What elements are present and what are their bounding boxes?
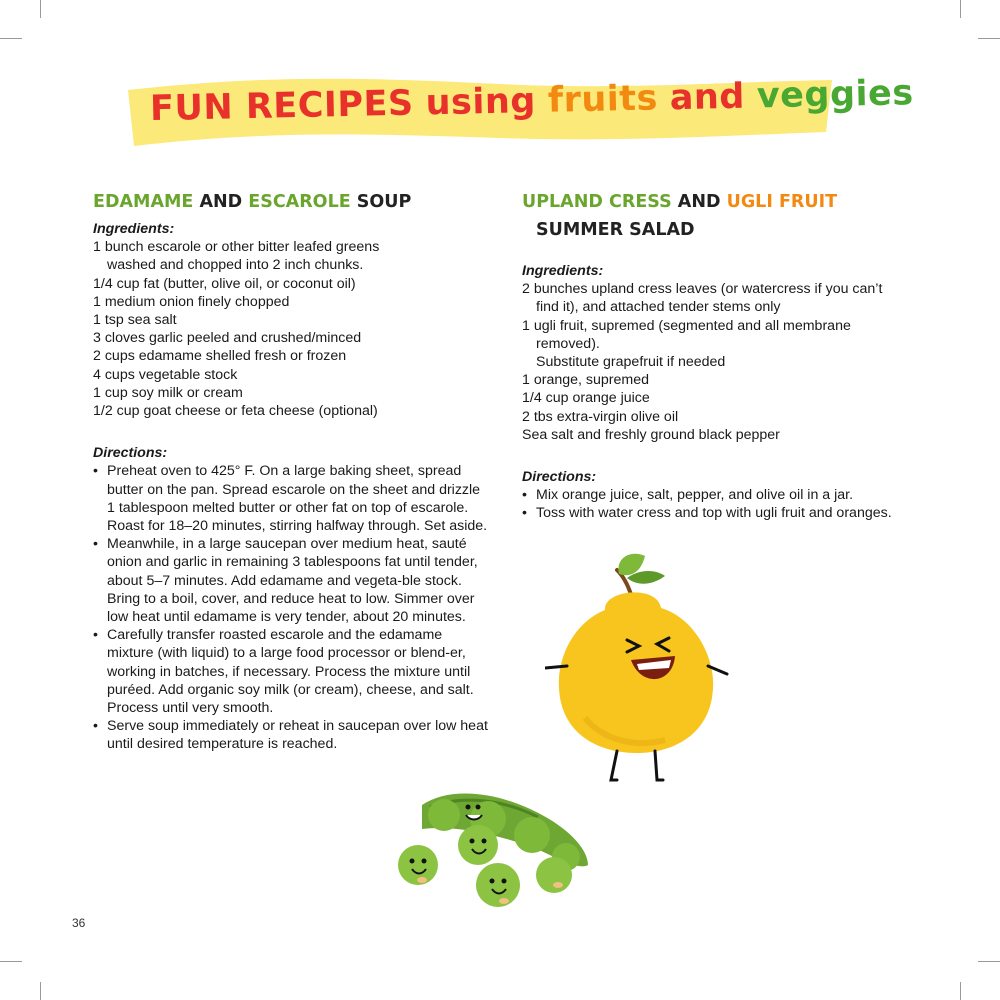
ingredient-line: 3 cloves garlic peeled and crushed/minced: [93, 330, 362, 347]
recipe-title: [522, 190, 912, 214]
direction-step: [93, 462, 488, 535]
ingredient-line: 2 cups edamame shelled fresh or frozen: [93, 348, 347, 365]
crop-mark-right-top: [978, 38, 1000, 39]
direction-step: [93, 717, 488, 753]
direction-step: [93, 626, 488, 717]
recipe-edamame-escarole-soup: [93, 190, 488, 754]
ingredient-line: 4 cups vegetable stock: [93, 366, 238, 383]
direction-text: Mix orange juice, salt, pepper, and olive oil in a jar.: [536, 487, 854, 504]
smiling-ugli-fruit-icon: [545, 548, 730, 783]
ingredient-line: 2 bunches upland cress leaves (or watercress if you can’t: [522, 281, 883, 298]
crop-mark-left-bottom: [0, 961, 22, 962]
bullet-icon: •: [522, 505, 527, 522]
bullet-icon: •: [93, 536, 98, 553]
recipe-title: [93, 190, 488, 214]
ingredient-line-continued: find it), and attached tender stems only: [536, 299, 781, 316]
banner: [120, 60, 914, 160]
ingredient-line: 1 ugli fruit, supremed (segmented and all membrane: [522, 317, 851, 334]
directions-list: [522, 486, 912, 522]
bullet-icon: •: [93, 718, 98, 735]
title-word-upland-cress: UPLAND CRESS: [522, 192, 672, 212]
direction-step: [93, 535, 488, 626]
ingredients-heading: Ingredients:: [522, 263, 604, 279]
title-word-escarole: ESCAROLE: [248, 192, 351, 212]
title-word-soup: SOUP: [356, 192, 412, 212]
direction-step: [522, 504, 912, 522]
title-word-and: AND: [199, 192, 243, 212]
recipe-upland-cress-ugli-salad: [522, 190, 912, 523]
bullet-icon: •: [522, 487, 527, 504]
crop-mark-bottom-right: [960, 982, 961, 1000]
banner-part-fruits: fruits: [547, 78, 659, 121]
ingredients-heading: Ingredients:: [93, 221, 175, 237]
page-number: 36: [72, 916, 86, 930]
smiling-edamame-pod-icon: [382, 785, 594, 930]
bullet-icon: •: [93, 463, 98, 480]
banner-part-using: using: [425, 81, 537, 124]
ingredient-line: 1/4 cup orange juice: [522, 390, 650, 407]
banner-part-and: and: [669, 76, 746, 119]
direction-step: [522, 486, 912, 504]
crop-mark-top-right: [960, 0, 961, 18]
ingredients-list: [522, 280, 912, 444]
ingredient-line: 2 tbs extra-virgin olive oil: [522, 408, 679, 425]
directions-list: [93, 462, 488, 753]
title-word-edamame: EDAMAME: [93, 192, 194, 212]
direction-text: Carefully transfer roasted escarole and the edamame mixture (with liquid) to a large food processor or blend-er, working in batches, if necessary. Process the mixture until puréed. Add organic soy milk (or cream), cheese, and salt. Process until very smooth.: [107, 627, 474, 717]
banner-part-veggies: veggies: [756, 73, 914, 117]
crop-mark-top-left: [40, 0, 41, 18]
recipe-title-line-2: SUMMER SALAD: [536, 220, 695, 240]
direction-text: Meanwhile, in a large saucepan over medium heat, sauté onion and garlic in remaining 3 tablespoons fat until tender, about 5–7 minutes. Add edamame and vegeta-ble stock. Bring to a boil, cover, and reduce heat to low. Simmer over low heat until edamame is very tender, about 20 minutes.: [107, 536, 478, 626]
ingredient-line: 1 medium onion finely chopped: [93, 293, 290, 310]
ingredient-line-continued: Substitute grapefruit if needed: [536, 354, 726, 371]
direction-text: Preheat oven to 425° F. On a large baking sheet, spread butter on the pan. Spread escarole on the sheet and drizzle 1 tablespoon melted butter or other fat on top of escarole. Roast for 18–20 minutes, stirring halfway through. Set aside.: [107, 463, 488, 535]
direction-text: Toss with water cress and top with ugli fruit and oranges.: [536, 505, 892, 522]
ingredient-line: 1/2 cup goat cheese or feta cheese (optional): [93, 403, 378, 420]
ingredient-line-continued: washed and chopped into 2 inch chunks.: [107, 257, 364, 274]
ingredient-line-continued: removed).: [536, 335, 600, 352]
direction-text: Serve soup immediately or reheat in saucepan over low heat until desired temperature is reached.: [107, 718, 488, 753]
ingredient-line: 1 cup soy milk or cream: [93, 384, 243, 401]
directions-heading: Directions:: [522, 469, 597, 486]
ingredients-list: [93, 238, 488, 420]
title-word-and: AND: [677, 192, 721, 212]
ingredient-line: 1 bunch escarole or other bitter leafed greens: [93, 239, 380, 256]
crop-mark-bottom-left: [40, 982, 41, 1000]
bullet-icon: •: [93, 627, 98, 644]
directions-heading: Directions:: [93, 445, 168, 462]
crop-mark-left-top: [0, 38, 22, 39]
ingredient-line: 1 orange, supremed: [522, 372, 649, 389]
title-word-ugli-fruit: UGLI FRUIT: [726, 192, 838, 212]
banner-part-fun-recipes: FUN RECIPES: [149, 83, 415, 130]
crop-mark-right-bottom: [978, 961, 1000, 962]
ingredient-line: Sea salt and freshly ground black pepper: [522, 426, 780, 443]
ingredient-line: 1/4 cup fat (butter, olive oil, or coconut oil): [93, 275, 356, 292]
ingredient-line: 1 tsp sea salt: [93, 312, 177, 329]
